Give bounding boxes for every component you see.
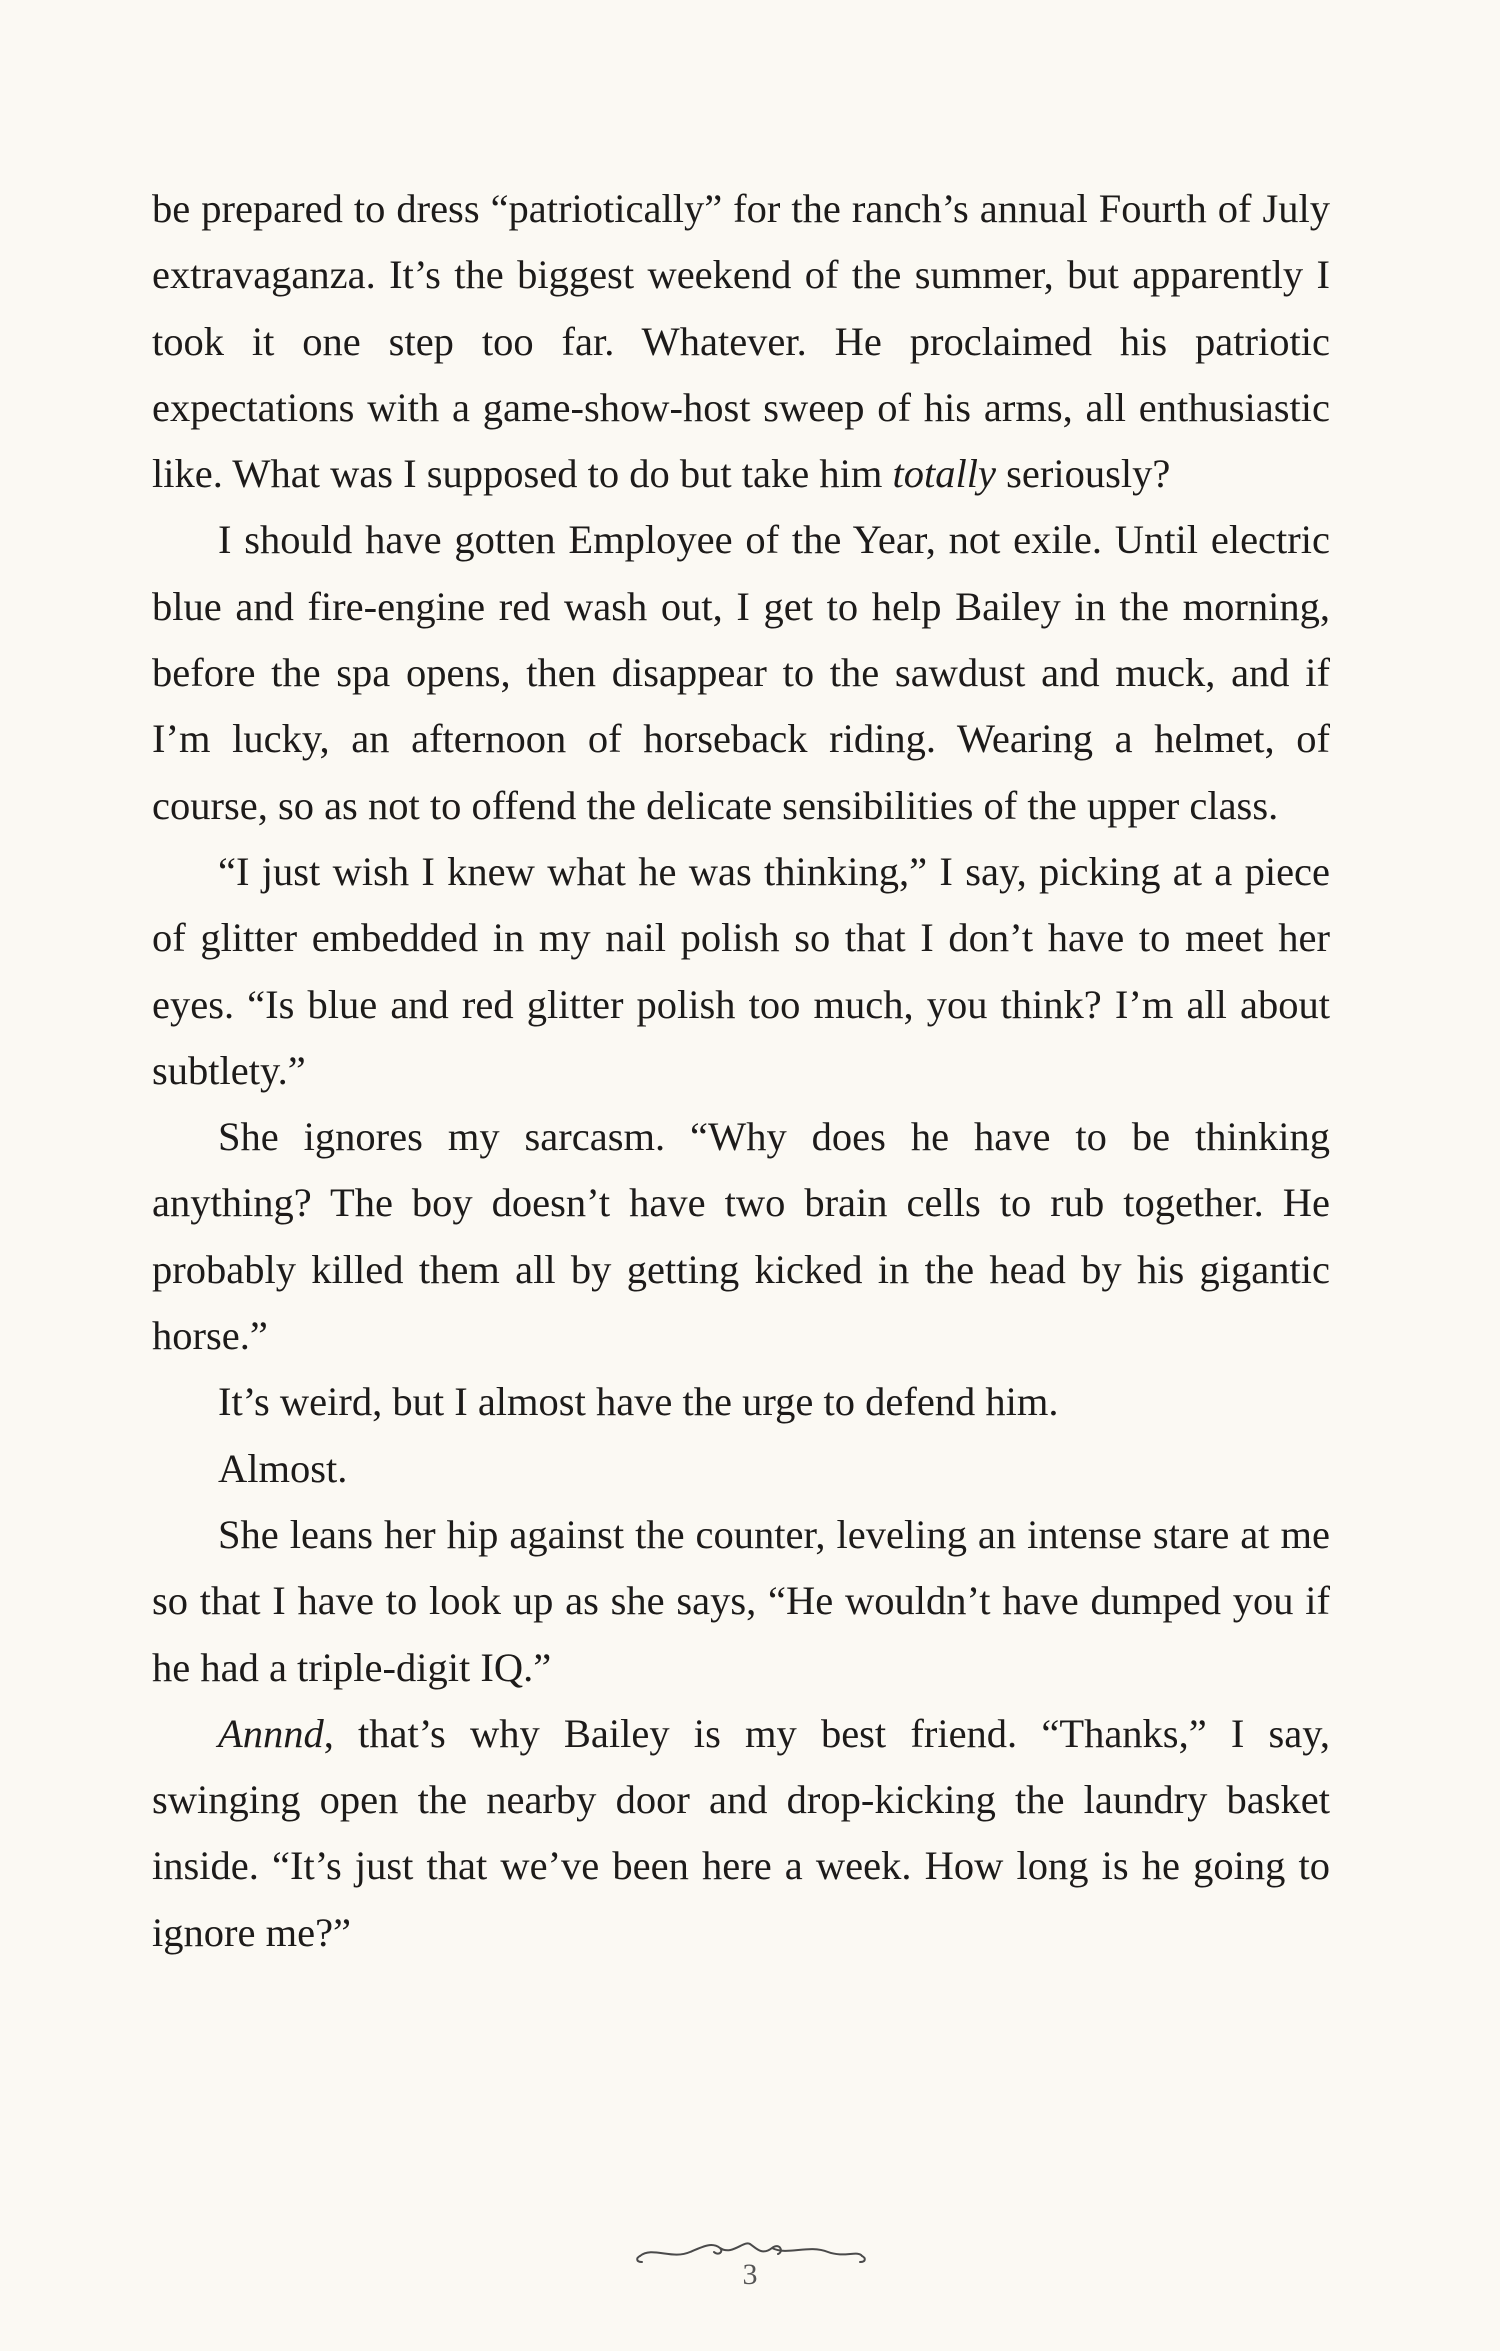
- italic-text-segment: totally: [892, 451, 997, 497]
- paragraph: [152, 1104, 1330, 1369]
- text-segment: It’s weird, but I almost have the urge to defend him.: [218, 1379, 1059, 1425]
- italic-text-segment: Annnd: [218, 1710, 324, 1756]
- paragraph: [152, 1369, 1330, 1435]
- paragraph: [152, 1436, 1330, 1502]
- page-number: 3: [742, 2258, 758, 2291]
- paragraph: [152, 1502, 1330, 1701]
- paragraph: [152, 1701, 1330, 1966]
- text-segment: be prepared to dress “patriotically” for the ranch’s annual Fourth of July extravaganza. It’s the biggest weekend of the summer, but apparently I took it one step too far. Whatever. He proclaimed his patriotic expectations with a game-show-host sweep of his arms, all enthusiastic like. What was I supposed to do but take him: [152, 186, 1330, 497]
- page-footer: [0, 2230, 1500, 2310]
- text-segment: She leans her hip against the counter, leveling an intense stare at me so that I have to look up as she says, “He wouldn’t have dumped you if he had a triple-digit IQ.”: [152, 1511, 1330, 1690]
- paragraph: [152, 176, 1330, 507]
- text-segment: I should have gotten Employee of the Year, not exile. Until electric blue and fire-engine red wash out, I get to help Bailey in the morning, before the spa opens, then disappear to the sawdust and muck, and if I’m lucky, an afternoon of horseback riding. Wearing a helmet, of course, so as not to offend the delicate sensibilities of the upper class.: [152, 517, 1330, 828]
- text-segment: , that’s why Bailey is my best friend. “Thanks,” I say, swinging open the nearby door and drop-kicking the laundry basket inside. “It’s just that we’ve been here a week. How long is he going to ignore me?”: [152, 1710, 1330, 1955]
- text-segment: Almost.: [218, 1445, 348, 1491]
- paragraph: [152, 507, 1330, 838]
- text-segment: She ignores my sarcasm. “Why does he have to be thinking anything? The boy doesn’t have two brain cells to rub together. He probably killed them all by getting kicked in the head by his gigantic horse.”: [152, 1114, 1330, 1359]
- text-segment: “I just wish I knew what he was thinking,” I say, picking at a piece of glitter embedded in my nail polish so that I don’t have to meet her eyes. “Is blue and red glitter polish too much, you think? I’m all about subtlety.”: [152, 848, 1330, 1093]
- text-segment: seriously?: [996, 451, 1171, 497]
- body-text: [152, 176, 1330, 1966]
- paragraph: [152, 839, 1330, 1104]
